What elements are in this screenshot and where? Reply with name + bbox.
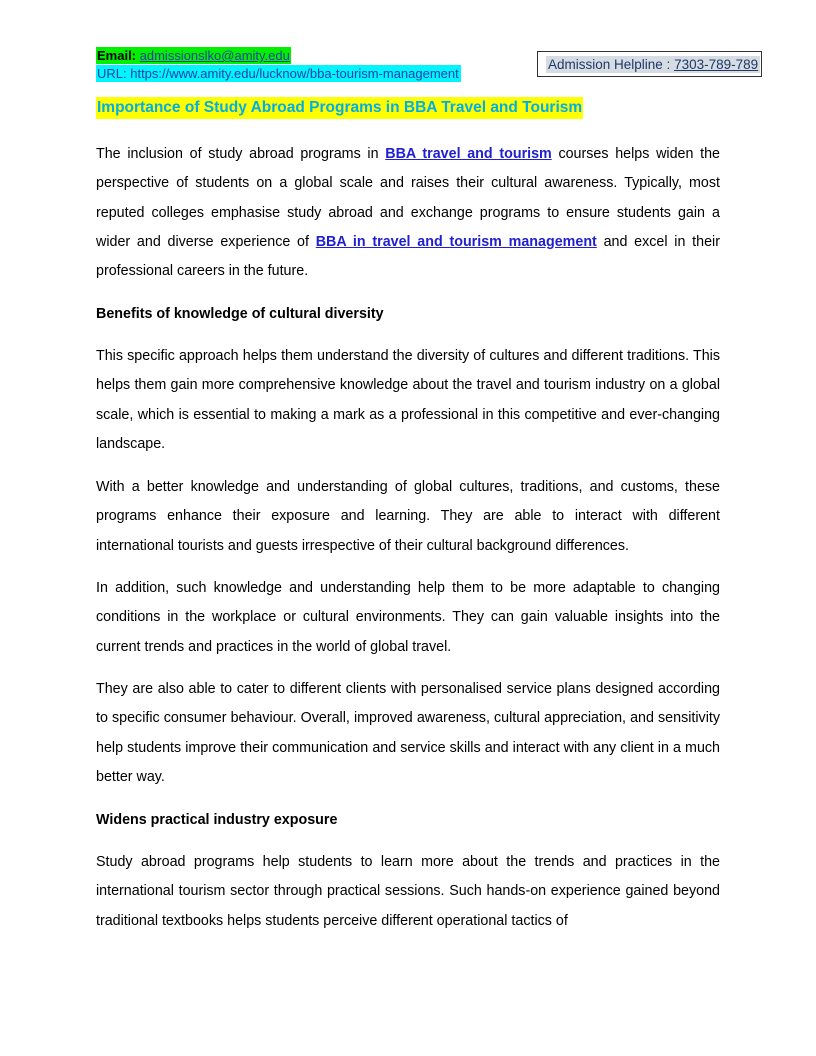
admission-helpline-box: [537, 51, 762, 77]
paragraph: In addition, such knowledge and understanding help them to be more adaptable to changing conditions in the workplace or cultural environments. They can gain valuable insights into the current trends and practices in the world of global travel.: [96, 580, 720, 655]
paragraph: This specific approach helps them understand the diversity of cultures and different traditions. This helps them gain more comprehensive knowledge about the travel and tourism industry on a global scale, which is essential to making a mark as a professional in this competitive and ever-changing landscape.: [96, 348, 720, 452]
url-link[interactable]: URL: https://www.amity.edu/lucknow/bba-tourism-management: [97, 66, 459, 81]
intro-text-2: courses helps widen the perspective of students on a global scale and raises their cultural awareness. Typically, most reputed colleges emphasise study abroad and exchange programs to ensure students gain a wider and diverse experience of: [96, 146, 721, 250]
bba-travel-tourism-management-link[interactable]: BBA in travel and tourism management: [315, 233, 597, 250]
email-line: [96, 47, 291, 64]
intro-text-1: The inclusion of study abroad programs in: [96, 146, 386, 162]
intro-paragraph: [96, 140, 720, 286]
section-heading-industry-exposure: Widens practical industry exposure: [96, 812, 338, 828]
helpline-label: Admission Helpline :: [548, 57, 671, 72]
section-heading-cultural-diversity: Benefits of knowledge of cultural diversity: [96, 306, 384, 322]
paragraph: With a better knowledge and understanding of global cultures, traditions, and customs, these programs enhance their exposure and learning. They are able to interact with different international tourists and guests irrespective of their cultural background differences.: [96, 479, 720, 554]
email-label: Email:: [97, 48, 137, 63]
helpline-number-link[interactable]: 7303-789-789: [674, 57, 759, 72]
bba-travel-tourism-link[interactable]: BBA travel and tourism: [385, 146, 552, 162]
page-title: Importance of Study Abroad Programs in BBA Travel and Tourism: [96, 97, 583, 119]
paragraph: They are also able to cater to different clients with personalised service plans designed according to specific consumer behaviour. Overall, improved awareness, cultural appreciation, and sensitivity help students improve their communication and service skills and interact with any client in a much better way.: [96, 681, 720, 785]
email-link[interactable]: admissionslko@amity.edu: [139, 48, 290, 63]
helpline-text: [546, 56, 760, 73]
paragraph: Study abroad programs help students to learn more about the trends and practices in the international tourism sector through practical sessions. Such hands-on experience gained beyond traditional textbooks helps students perceive different operational tactics of: [96, 854, 720, 929]
intro-text-3: and excel in their professional careers in the future.: [96, 233, 720, 280]
